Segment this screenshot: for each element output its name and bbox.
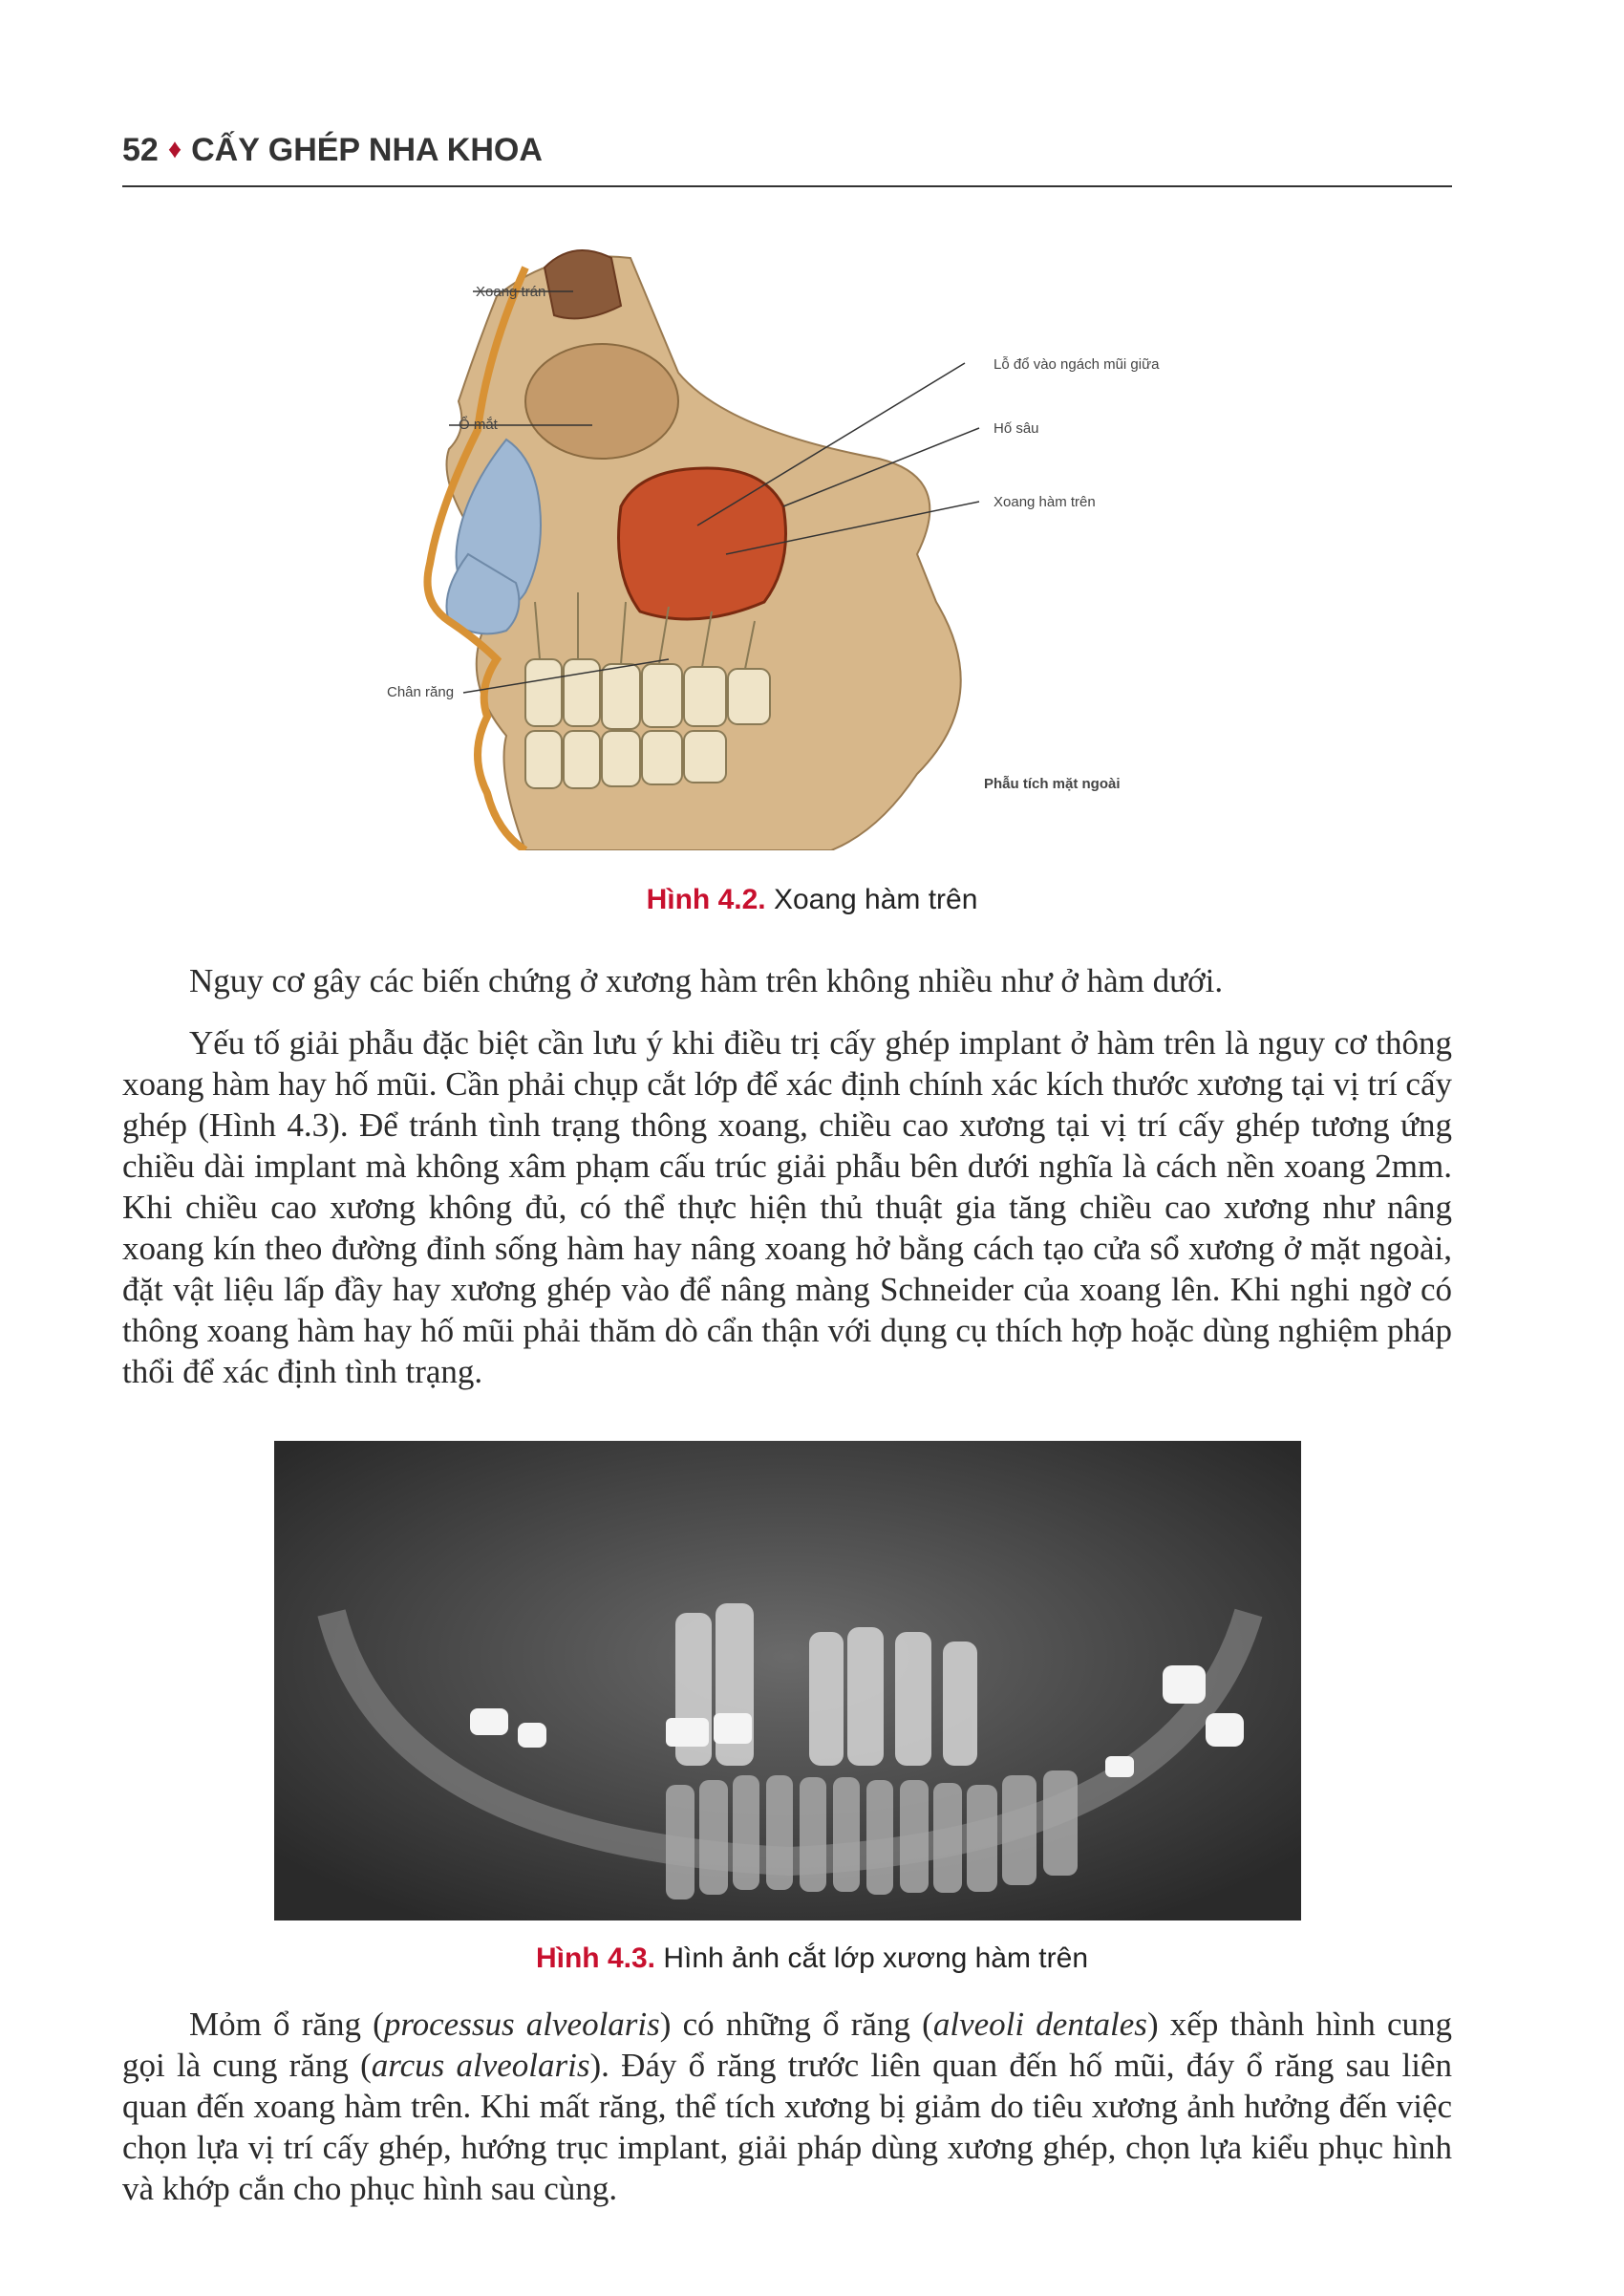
para3-text-2: ) có những ổ răng ( (659, 2006, 933, 2043)
para3-text-4: ). Đáy ổ răng trước liên quan đến hố mũi, đáy ổ răng sau liên quan đến xoang hàm trên. Khi mất răng, thể tích xương bị giảm do tiêu xương ảnh hưởng đến việc chọn lựa vị trí cấy ghép, hướng trục implant, giải pháp dùng xương ghép, chọn lựa kiểu phục hình và khớp cắn cho phục hình sau cùng. (122, 2047, 1452, 2207)
caption-figure-4-2-text: Xoang hàm trên (765, 884, 978, 915)
para3-term-processus: processus alveolaris (383, 2006, 660, 2043)
para3-text-3: ) xếp thành hình cung gọi là cung răng ( (122, 2006, 1452, 2084)
paragraph-3 (122, 2004, 1452, 2209)
caption-figure-4-3-label: Hình 4.3. (535, 1942, 656, 1974)
label-maxillary-sinus: Xoang hàm trên (994, 494, 1096, 510)
label-tooth-root: Chân răng (387, 684, 455, 700)
paragraph-1 (122, 960, 1452, 1001)
figure-maxillary-sinus (382, 239, 1242, 850)
xray-image (274, 1441, 1301, 1920)
paragraph-2-text: Yếu tố giải phẫu đặc biệt cần lưu ý khi điều trị cấy ghép implant ở hàm trên là nguy cơ thông xoang hàm hay hố mũi. Cần phải chụp cắt lớp để xác định chính xác kích thước xương tại vị trí cấy ghép (Hình 4.3). Để tránh tình trạng thông xoang, chiều cao xương tại vị trí cấy ghép tương ứng chiều dài implant mà không xâm phạm cấu trúc giải phẫu bên dưới nghĩa là cách nền xoang 2mm. Khi chiều cao xương không đủ, có thể thực hiện thủ thuật gia tăng chiều cao xương như nâng xoang kín theo đường đỉnh sống hàm hay nâng xoang hở bằng cách tạo cửa sổ xương ở mặt ngoài, đặt vật liệu lấp đầy hay xương ghép vào để nâng màng Schneider của xoang lên. Khi nghi ngờ có thông xoang hàm hay hố mũi phải thăm dò cẩn thận với dụng cụ thích hợp hoặc dùng nghiệm pháp thổi để xác định tình trạng. (122, 1024, 1452, 1390)
figure-panoramic-xray (274, 1441, 1301, 1920)
label-frontal-sinus: Xoang trán (476, 284, 546, 300)
paragraph-3-text (122, 2004, 1452, 2209)
label-deep-fossa: Hố sâu (994, 420, 1039, 437)
book-title: CẤY GHÉP NHA KHOA (191, 132, 543, 168)
para3-text-1: Mỏm ổ răng ( (189, 2006, 384, 2043)
para3-term-alveoli: alveoli dentales (932, 2006, 1147, 2043)
label-lateral-dissection: Phẫu tích mặt ngoài (984, 776, 1121, 792)
para3-term-arcus: arcus alveolaris (371, 2047, 590, 2084)
page-number: 52 (122, 132, 159, 168)
caption-figure-4-2-label: Hình 4.2. (646, 884, 766, 915)
page-header (122, 132, 1452, 187)
label-orbit: Ổ mắt (459, 417, 498, 433)
paragraph-1-text: Nguy cơ gây các biến chứng ở xương hàm trên không nhiều như ở hàm dưới. (189, 962, 1224, 999)
header-separator: ♦ (167, 134, 182, 163)
caption-figure-4-3-text: Hình ảnh cắt lớp xương hàm trên (655, 1942, 1089, 1974)
paragraph-2 (122, 1022, 1452, 1392)
caption-figure-4-2 (0, 884, 1624, 916)
label-middle-meatus-opening: Lỗ đổ vào ngách mũi giữa (994, 356, 1160, 373)
caption-figure-4-3 (0, 1942, 1624, 1975)
skull-illustration (382, 239, 1242, 850)
